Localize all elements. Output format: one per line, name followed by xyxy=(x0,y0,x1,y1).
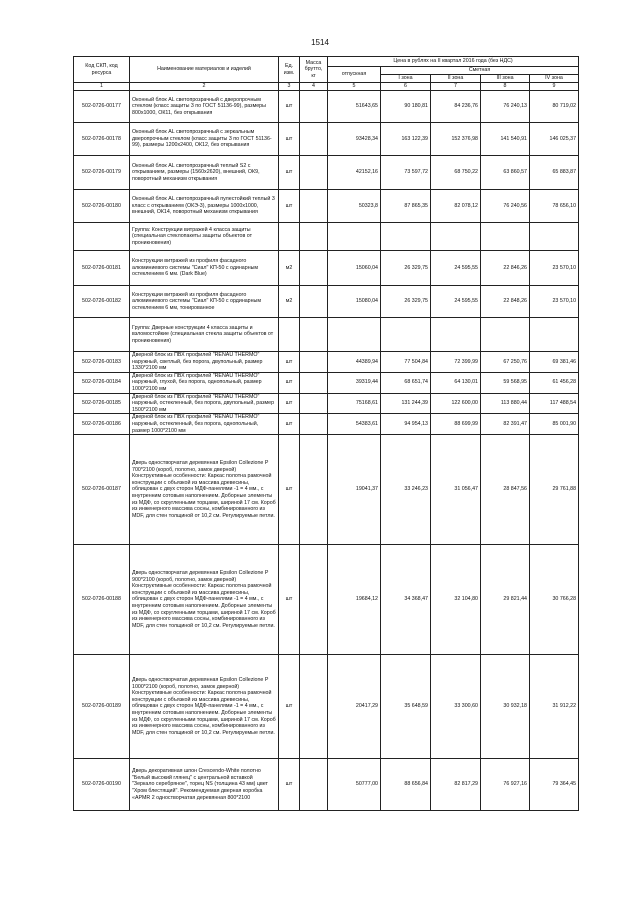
row-release-price xyxy=(328,223,381,251)
row-unit: шт xyxy=(279,123,300,156)
row-zone-2-price: 84 236,76 xyxy=(431,91,481,123)
row-name: Дверь одностворчатая деревянная Epsilon Collezione P 700*2100 (короб, полотно, замок дверной) Конструктивные особенности: Каркас полотна рамочной конструкции с объязкой из массива древесины, облицован с двух сторон МДФ-панелями -1 = 4 мм., с внутренним сотовым наполнением. Доборные элементы из МДФ, со скругленными торцами, шириной 17 см. Короб из инженерного массива сосны, комбинированного из MDF, для стен толщиной от 10,2 см. Регулируемые петли. xyxy=(130,435,279,545)
row-name: Оконный блок AL светопрозрачный теплый S2 с открыванием, размеры (1560х2620), внешний, ОК9, поворотный механизм открывания xyxy=(130,156,279,190)
page-number: 1514 xyxy=(311,38,329,47)
row-zone-3-price xyxy=(481,318,530,352)
row-zone-4-price: 117 488,54 xyxy=(530,393,579,414)
table-row xyxy=(74,123,579,156)
row-code: 502-0726-00183 xyxy=(74,352,130,373)
row-release-price: 19684,12 xyxy=(328,545,381,655)
column-number: 3 xyxy=(279,83,300,91)
row-code: 502-0726-00186 xyxy=(74,414,130,435)
table-row xyxy=(74,286,579,318)
row-zone-3-price: 113 880,44 xyxy=(481,393,530,414)
row-zone-2-price: 82 817,29 xyxy=(431,759,481,811)
row-mass xyxy=(300,123,328,156)
row-unit: шт xyxy=(279,655,300,759)
row-code: 502-0726-00184 xyxy=(74,372,130,393)
row-zone-1-price: 94 954,13 xyxy=(381,414,431,435)
row-zone-4-price: 146 025,37 xyxy=(530,123,579,156)
row-name: Дверной блок из ПВХ профилей "RENAU THERMO" наружный, глухой, без порога, однопольный, размер 1000*2100 мм xyxy=(130,372,279,393)
row-zone-4-price xyxy=(530,223,579,251)
row-zone-3-price: 22 848,26 xyxy=(481,286,530,318)
row-name: Дверь декоративная шпон Crescendo-White полотно "Белый высокий глянец" с центральной вставкой "Зеркало серебряное", торец NS (толщина 43 мм) цвет "Хром блестящий". Рекомендуемая дверная коробка «APMR 2 одностворчатая деревянная 800*2100 xyxy=(130,759,279,811)
row-zone-1-price: 33 246,23 xyxy=(381,435,431,545)
header-release-price: отпускная xyxy=(328,67,381,83)
row-zone-3-price: 67 250,76 xyxy=(481,352,530,373)
row-release-price: 93428,34 xyxy=(328,123,381,156)
row-zone-4-price: 78 656,10 xyxy=(530,190,579,223)
row-code: 502-0726-00187 xyxy=(74,435,130,545)
header-estimate-price: Сметная xyxy=(381,67,579,75)
row-release-price: 50777,00 xyxy=(328,759,381,811)
row-unit: шт xyxy=(279,393,300,414)
row-mass xyxy=(300,156,328,190)
row-zone-1-price: 68 651,74 xyxy=(381,372,431,393)
row-release-price: 15060,04 xyxy=(328,251,381,286)
row-zone-4-price: 30 766,28 xyxy=(530,545,579,655)
row-name: Дверь одностворчатая деревянная Epsilon Collezione P 900*2100 (короб, полотно, замок дверной) Конструктивные особенности: Каркас полотна рамочной конструкции с объязкой из массива древесины, облицован с двух сторон МДФ-панелями -1 = 4 мм., с внутренним сотовым наполнением. Доборные элементы из МДФ, со скругленными торцами, шириной 17 см. Короб из инженерного массива сосны, комбинированного из MDF, для стен толщиной от 10,2 см. Регулируемые петли. xyxy=(130,545,279,655)
row-code: 502-0726-00190 xyxy=(74,759,130,811)
row-code xyxy=(74,223,130,251)
column-number: 1 xyxy=(74,83,130,91)
row-zone-1-price: 87 865,35 xyxy=(381,190,431,223)
row-zone-1-price: 34 368,47 xyxy=(381,545,431,655)
row-release-price: 51643,65 xyxy=(328,91,381,123)
row-zone-1-price xyxy=(381,318,431,352)
row-zone-3-price: 63 860,57 xyxy=(481,156,530,190)
header-unit: Ед. изм. xyxy=(279,57,300,83)
row-name: Дверной блок из ПВХ профилей "RENAU THERMO" наружный, остекленный, без порога, однопольный, размер 1000*2100 мм xyxy=(130,414,279,435)
row-name: Оконный блок AL светопрозрачный с зеркальным дверопрочным стеклом (класс защиты 3 по ГОСТ 51136-99), размеры 1200х2400, ОК12, без открывания xyxy=(130,123,279,156)
row-code: 502-0726-00188 xyxy=(74,545,130,655)
row-unit: шт xyxy=(279,156,300,190)
row-zone-3-price xyxy=(481,223,530,251)
row-unit: шт xyxy=(279,759,300,811)
column-number: 4 xyxy=(300,83,328,91)
row-name: Группа: Дверные конструкции 4 класса защиты и взломостойкие (специальная стекла защиты объектов от проникновения) xyxy=(130,318,279,352)
row-name: Оконный блок AL светопрозрачный с дверопрочным стеклом (класс защиты 3 по ГОСТ 51136-99), размеры 800х1000, ОК11, без открывания xyxy=(130,91,279,123)
row-mass xyxy=(300,190,328,223)
row-zone-2-price: 31 056,47 xyxy=(431,435,481,545)
row-zone-4-price: 69 381,46 xyxy=(530,352,579,373)
row-code: 502-0726-00177 xyxy=(74,91,130,123)
row-zone-3-price: 22 846,26 xyxy=(481,251,530,286)
row-zone-2-price: 64 130,01 xyxy=(431,372,481,393)
row-mass xyxy=(300,91,328,123)
row-mass xyxy=(300,655,328,759)
row-zone-3-price: 76 240,56 xyxy=(481,190,530,223)
row-zone-4-price: 65 883,87 xyxy=(530,156,579,190)
row-name: Дверной блок из ПВХ профилей "RENAU THERMO" наружный, остекленный, без порога, двупольный, размер 1500*2100 мм xyxy=(130,393,279,414)
table-row xyxy=(74,91,579,123)
header-mass: Масса брутто, кг xyxy=(300,57,328,83)
row-zone-4-price: 31 912,22 xyxy=(530,655,579,759)
table-row xyxy=(74,435,579,545)
row-zone-2-price: 32 104,80 xyxy=(431,545,481,655)
column-number: 6 xyxy=(381,83,431,91)
header-zone-1: I зона xyxy=(381,75,431,83)
row-release-price: 20417,29 xyxy=(328,655,381,759)
table-row xyxy=(74,190,579,223)
row-mass xyxy=(300,318,328,352)
row-zone-2-price: 24 595,55 xyxy=(431,251,481,286)
row-unit: м2 xyxy=(279,251,300,286)
column-number: 2 xyxy=(130,83,279,91)
row-zone-1-price xyxy=(381,223,431,251)
row-zone-3-price: 82 391,47 xyxy=(481,414,530,435)
row-code xyxy=(74,318,130,352)
row-zone-3-price: 76 240,13 xyxy=(481,91,530,123)
row-name: Группа: Конструкции витражей 4 класса защиты (специальная стеклопакеты защиты объектов от проникновения) xyxy=(130,223,279,251)
row-zone-2-price xyxy=(431,223,481,251)
row-zone-2-price xyxy=(431,318,481,352)
row-code: 502-0726-00182 xyxy=(74,286,130,318)
row-release-price: 50323,8 xyxy=(328,190,381,223)
column-number: 9 xyxy=(530,83,579,91)
row-name: Конструкции витражей из профиля фасадного алюминиевого системы "Сиал" КП-50 с ординарным остеклением 6 мм, тонированное xyxy=(130,286,279,318)
row-zone-2-price: 24 595,55 xyxy=(431,286,481,318)
row-name: Дверной блок из ПВХ профилей "RENAU THERMO" наружный, светлый, без порога, двупольный, размер 1330*2100 мм xyxy=(130,352,279,373)
row-name: Конструкции витражей из профиля фасадного алюминиевого системы "Сиал" КП-50 с одинарным остеклением 6 мм. (Dark Blue) xyxy=(130,251,279,286)
row-release-price xyxy=(328,318,381,352)
row-zone-4-price: 23 570,10 xyxy=(530,251,579,286)
row-release-price: 39319,44 xyxy=(328,372,381,393)
row-zone-2-price: 152 376,98 xyxy=(431,123,481,156)
table-row xyxy=(74,318,579,352)
header-zone-3: III зона xyxy=(481,75,530,83)
row-code: 502-0726-00181 xyxy=(74,251,130,286)
row-code: 502-0726-00189 xyxy=(74,655,130,759)
row-zone-1-price: 131 244,39 xyxy=(381,393,431,414)
row-release-price: 54383,61 xyxy=(328,414,381,435)
row-zone-1-price: 35 648,59 xyxy=(381,655,431,759)
price-table-body xyxy=(74,83,579,811)
row-zone-1-price: 26 329,75 xyxy=(381,286,431,318)
row-code: 502-0726-00180 xyxy=(74,190,130,223)
column-number: 7 xyxy=(431,83,481,91)
table-row xyxy=(74,759,579,811)
header-name: Наименование материалов и изделий xyxy=(130,57,279,83)
row-unit: шт xyxy=(279,545,300,655)
row-zone-3-price: 30 932,18 xyxy=(481,655,530,759)
table-row xyxy=(74,372,579,393)
row-unit: шт xyxy=(279,190,300,223)
column-number: 8 xyxy=(481,83,530,91)
row-code: 502-0726-00185 xyxy=(74,393,130,414)
row-zone-4-price: 79 364,45 xyxy=(530,759,579,811)
table-row xyxy=(74,251,579,286)
row-mass xyxy=(300,435,328,545)
row-zone-2-price: 68 750,22 xyxy=(431,156,481,190)
row-unit: шт xyxy=(279,352,300,373)
row-mass xyxy=(300,372,328,393)
row-unit: шт xyxy=(279,372,300,393)
row-zone-3-price: 76 927,16 xyxy=(481,759,530,811)
row-unit: шт xyxy=(279,414,300,435)
row-mass xyxy=(300,352,328,373)
row-mass xyxy=(300,223,328,251)
row-zone-2-price: 122 600,00 xyxy=(431,393,481,414)
row-unit xyxy=(279,223,300,251)
table-row xyxy=(74,223,579,251)
row-mass xyxy=(300,393,328,414)
row-release-price: 75168,61 xyxy=(328,393,381,414)
row-zone-1-price: 88 656,84 xyxy=(381,759,431,811)
header-price-group: Цена в рублях на II квартал 2016 года (без НДС) xyxy=(328,57,579,67)
row-code: 502-0726-00179 xyxy=(74,156,130,190)
row-unit: м2 xyxy=(279,286,300,318)
row-zone-1-price: 26 329,75 xyxy=(381,251,431,286)
price-table xyxy=(73,56,579,811)
row-zone-2-price: 82 078,12 xyxy=(431,190,481,223)
table-row xyxy=(74,545,579,655)
row-zone-3-price: 28 847,56 xyxy=(481,435,530,545)
row-unit: шт xyxy=(279,435,300,545)
header-code: Код СКП, код ресурса xyxy=(74,57,130,83)
row-zone-1-price: 90 180,81 xyxy=(381,91,431,123)
table-row xyxy=(74,352,579,373)
row-zone-4-price: 85 001,90 xyxy=(530,414,579,435)
table-row xyxy=(74,414,579,435)
row-zone-4-price: 80 719,02 xyxy=(530,91,579,123)
row-release-price: 19041,37 xyxy=(328,435,381,545)
row-zone-1-price: 163 122,39 xyxy=(381,123,431,156)
table-row xyxy=(74,156,579,190)
header-zone-2: II зона xyxy=(431,75,481,83)
row-unit xyxy=(279,318,300,352)
row-mass xyxy=(300,759,328,811)
row-zone-1-price: 77 504,84 xyxy=(381,352,431,373)
table-row xyxy=(74,655,579,759)
row-name: Оконный блок AL светопрозрачный пулестойкий теплый 3 класс с открыванием (ОКЭ-3), размеры 1000х1000, внешний, ОК14, поворотный механизм открывания xyxy=(130,190,279,223)
row-zone-2-price: 88 699,99 xyxy=(431,414,481,435)
row-release-price: 42152,16 xyxy=(328,156,381,190)
row-code: 502-0726-00178 xyxy=(74,123,130,156)
row-zone-3-price: 141 540,91 xyxy=(481,123,530,156)
table-row xyxy=(74,393,579,414)
row-release-price: 44389,94 xyxy=(328,352,381,373)
row-zone-4-price: 61 456,28 xyxy=(530,372,579,393)
row-unit: шт xyxy=(279,91,300,123)
row-mass xyxy=(300,251,328,286)
row-zone-2-price: 33 300,60 xyxy=(431,655,481,759)
row-zone-2-price: 72 399,99 xyxy=(431,352,481,373)
row-zone-3-price: 29 821,44 xyxy=(481,545,530,655)
row-mass xyxy=(300,414,328,435)
row-zone-4-price: 23 570,10 xyxy=(530,286,579,318)
row-mass xyxy=(300,545,328,655)
row-zone-1-price: 73 597,72 xyxy=(381,156,431,190)
column-number: 5 xyxy=(328,83,381,91)
row-release-price: 15080,04 xyxy=(328,286,381,318)
row-zone-4-price xyxy=(530,318,579,352)
row-zone-3-price: 59 568,95 xyxy=(481,372,530,393)
row-zone-4-price: 29 761,88 xyxy=(530,435,579,545)
column-number-row xyxy=(74,83,579,91)
header-zone-4: IV зона xyxy=(530,75,579,83)
row-mass xyxy=(300,286,328,318)
row-name: Дверь одностворчатая деревянная Epsilon Collezione P 1000*2100 (короб, полотно, замок дверной) Конструктивные особенности: Каркас полотна рамочной конструкции с объязкой из массива древесины, облицован с двух сторон МДФ-панелями -1 = 4 мм., с внутренним сотовым наполнением. Доборные элементы из МДФ, со скругленными торцами, шириной 17 см. Короб из инженерного массива сосны, комбинированного из MDF, для стен толщиной от 10,2 см. Регулируемые петли. xyxy=(130,655,279,759)
